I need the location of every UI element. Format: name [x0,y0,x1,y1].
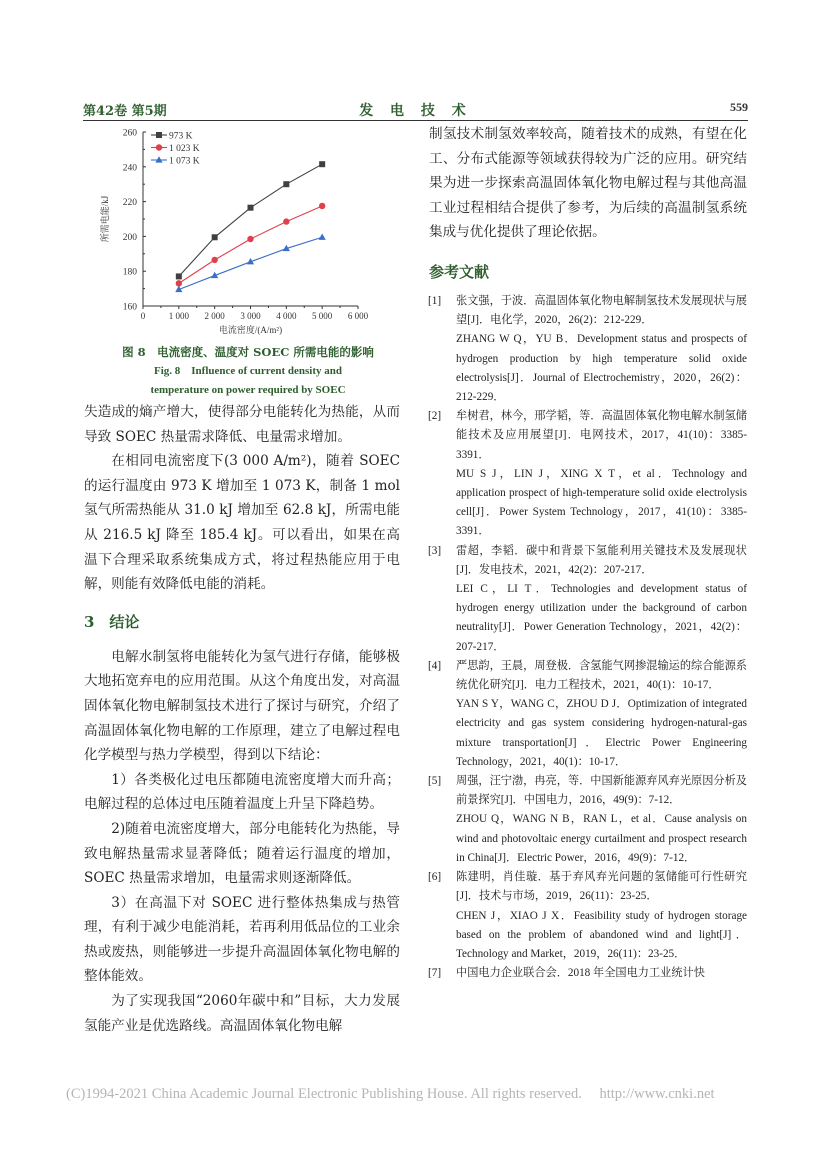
legend-marker [156,144,162,150]
data-point [176,273,182,279]
y-tick-label: 240 [122,163,137,174]
data-point [247,236,253,242]
x-tick-label: 6 000 [347,311,369,321]
reference-number: [2] [428,410,442,423]
reference-item [418,964,747,983]
y-tick-label: 220 [122,198,137,209]
figure-8-chart [95,125,385,340]
caption-en-1: Fig. 8 Influence of current density and [153,365,343,377]
footer-url[interactable]: http://www.cnki.net [599,1086,715,1102]
reference-number: [7] [428,967,442,980]
reference-item [418,657,747,772]
legend-marker [156,132,162,138]
paragraph: 在相同电流密度下(3 000 A/m²)，随着 SOEC 的运行温度由 973 K 增加至 1 073 K，制备 1 mol 氢气所需热能从 31.0 kJ 增加至 62.8 kJ，所需电能从 216.5 kJ 降至 185.4 kJ。可以看出，如果在高温下合理采取系统集成方式，将过程热能应用于电解，则能有效降低电能的消耗。 [84,453,400,593]
reference-number: [5] [428,775,442,788]
y-tick-label: 260 [122,128,137,139]
figure-caption [83,343,413,400]
reference-item [418,868,747,964]
series-line-1 [179,206,322,283]
data-point [176,280,182,286]
reference-zh: 张文强，于波．高温固体氧化物电解制氢技术发展现状与展望[J]．电化学，2020，26(2)：212-229． [456,295,747,327]
reference-number: [1] [428,295,442,307]
paragraph: 电解水制氢将电能转化为氢气进行存储，能够极大地拓宽弃电的应用范围。从这个角度出发，对高温固体氧化物电解制氢技术进行了探讨与研究，介绍了高温固体氧化物电解的工作原理，建立了电解过程电化学模型与热力学模型，得到以下结论： [84,648,400,764]
y-tick-label: 200 [122,232,137,243]
data-point [319,233,326,239]
data-point [283,218,289,224]
reference-en: ZHANG W Q，YU B．Development status and prospects of hydrogen production by high temperature solid oxide electrolysis[J]．Journal of Electrochemistry，2020，26(2)：212-229． [456,333,747,404]
reference-zh: 周强，汪宁渤，冉亮，等．中国新能源弃风弃光原因分析及前景探究[J]．中国电力，2016，49(9)：7-12． [456,775,747,807]
reference-zh: 牟树君，林今，邢学韬，等．高温固体氧化物电解水制氢储能技术及应用展望[J]．电网技术，2017，41(10)：3385-3391． [456,410,747,461]
reference-number: [4] [428,659,442,672]
reference-item [418,772,747,868]
y-axis-label: 所需电能/kJ [100,195,110,243]
reference-en: YAN S Y，WANG C，ZHOU D J．Optimization of integrated electricity and gas system considering hydrogen-natural-gas mixture transportation[J]．Electric Power Engineering Technology，2021，40(1)：10-17． [456,698,747,768]
caption-en-2: temperature on power required by SOEC [150,384,346,396]
journal-name: 发 电 技 术 [359,103,472,119]
legend-label: 1 073 K [169,156,200,167]
reference-item [418,292,747,407]
data-point [248,205,254,211]
x-tick-label: 0 [140,311,146,321]
reference-zh: 中国电力企业联合会．2018 年全国电力工业统计快 [456,967,705,980]
page-number: 559 [730,100,748,114]
x-tick-label: 5 000 [312,311,333,321]
legend-label: 1 023 K [169,144,200,154]
y-tick-label: 180 [122,267,137,278]
reference-en: LEI C，LI T．Technologies and development status of hydrogen energy utilization under the background of carbon neutrality[J]．Power Generation Technology，2021，42(2)：207-217． [456,583,747,653]
data-point [319,161,325,167]
y-tick-label: 160 [122,302,137,313]
reference-en: ZHOU Q，WANG N B，RAN L，et al．Cause analysis on wind and photovoltaic energy curtailment and prospect research in China[J]．Electric Power，2016，49(9)：7-12． [456,813,747,864]
copyright-text: (C)1994-2021 China Academic Journal Electronic Publishing House. All rights reserved. [66,1086,582,1102]
reference-list [418,292,747,983]
x-axis-label: 电流密度/(A/m²) [218,325,283,335]
data-point [212,234,218,240]
copyright-footer [66,1086,766,1103]
reference-zh: 严思韵，王晨，周登极．含氢能气网掺混输运的综合能源系统优化研究[J]．电力工程技术，2021，40(1)：10-17． [456,659,747,692]
x-tick-label: 1 000 [168,311,189,321]
reference-item [418,407,747,541]
reference-number: [6] [428,871,442,884]
paragraph: 失造成的熵产增大，使得部分电能转化为热能，从而导致 SOEC 热量需求降低、电量需求增加。 [84,404,400,445]
reference-number: [3] [428,544,442,557]
reference-zh: 雷超，李韬．碳中和背景下氢能利用关键技术及发展现状[J]．发电技术，2021，42(2)：207-217． [456,544,747,576]
x-tick-label: 4 000 [276,311,297,321]
caption-zh: 图 8 电流密度、温度对 SOEC 所需电能的影响 [122,345,374,359]
conclusion-item-2: 2)随着电流密度增大，部分电能转化为热能，导致电解热量需求显著降低；随着运行温度的增加，SOEC 热量需求增加，电量需求则逐渐降低。 [84,820,400,887]
volume-issue: 第42卷 第5期 [83,104,167,119]
line-chart [95,125,385,340]
left-column [84,400,400,1038]
paragraph: 制氢技术制氢效率较高，随着技术的成熟，有望在化工、分布式能源等领域获得较为广泛的应用。研究结果为进一步探索高温固体氧化物电解过程与其他高温工业过程相结合提供了参考，为后续的高温制氢系统集成与优化提供了理论依据。 [429,126,747,241]
x-tick-label: 2 000 [204,311,225,321]
section-title: 3 结论 [84,612,140,631]
data-point [319,203,325,209]
running-header [83,100,748,121]
x-tick-label: 3 000 [240,311,261,321]
reference-item [418,542,747,657]
references-title: 参考文献 [429,262,490,281]
reference-zh: 陈建明，肖佳璇．基于弃风弃光问题的氢储能可行性研究[J]．技术与市场，2019，26(11)：23-25． [456,871,747,903]
right-column [429,122,747,297]
conclusion-item-3: 3）在高温下对 SOEC 进行整体热集成与热管理，有利于减少电能消耗，若再利用低品位的工业余热或废热，则能够进一步提升高温固体氧化物电解的整体能效。 [84,894,400,985]
reference-en: MU S J，LIN J，XING X T，et al．Technology and application prospect of high-temperature solid oxide electrolysis cell[J]．Power System Technology，2017，41(10)：3385-3391． [456,467,747,538]
legend-marker [155,156,162,162]
paragraph: 为了实现我国“2060年碳中和”目标，大力发展氢能产业是优选路线。高温固体氧化物电解 [84,993,400,1034]
reference-en: CHEN J，XIAO J X．Feasibility study of hydrogen storage based on the problem of abandoned wind and light[J]．Technology and Market，2019，26(11)：23-25． [456,909,747,960]
conclusion-item-1: 1）各类极化过电压都随电流密度增大而升高；电解过程的总体过电压随着温度上升呈下降趋势。 [84,771,400,813]
data-point [211,257,217,263]
legend-label: 973 K [169,131,193,142]
data-point [283,181,289,187]
